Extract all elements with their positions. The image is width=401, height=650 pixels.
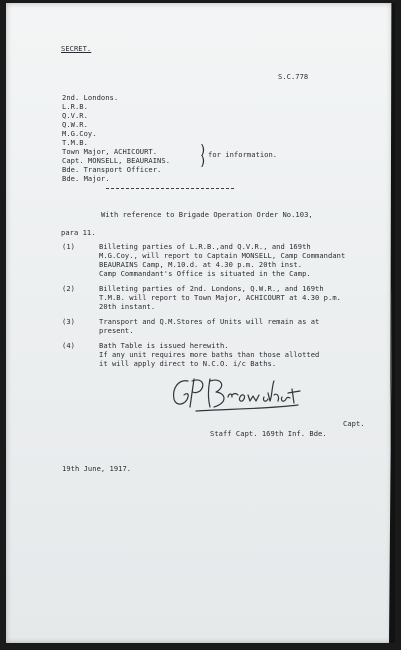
distribution-item: T.M.B. [62, 138, 88, 147]
item-line: M.G.Coy., will report to Captain MONSELL, Camp Commandant [99, 251, 346, 260]
handwritten-signature [166, 371, 306, 415]
brace-mark: ) [199, 143, 207, 158]
item-line: Bath Table is issued herewith. [99, 341, 229, 350]
distribution-item: Capt. MONSELL, BEAURAINS. [62, 156, 171, 165]
item-number: (1) [62, 242, 75, 251]
para-reference: para 11. [61, 228, 96, 237]
distribution-item: Bde. Transport Officer. [62, 165, 162, 174]
intro-line: With reference to Brigade Operation Order No.103, [101, 210, 313, 219]
item-line: Billeting parties of 2nd. Londons, Q.W.R., and 169th [99, 284, 324, 293]
distribution-item: Town Major, ACHICOURT. [62, 147, 158, 156]
distribution-item: M.G.Coy. [62, 129, 97, 138]
distribution-item: Bde. Major. [62, 174, 110, 183]
item-line: Transport and Q.M.Stores of Units will remain as at [99, 317, 320, 326]
item-line: 20th instant. [99, 302, 156, 311]
item-line: it will apply direct to N.C.O. i/c Baths. [99, 359, 277, 368]
distribution-item: Q.W.R. [62, 120, 88, 129]
secret-heading: SECRET. [61, 44, 92, 53]
distribution-item: Q.V.R. [62, 111, 88, 120]
reference-number: S.C.778 [278, 72, 309, 81]
signature-rank: Capt. [343, 419, 365, 428]
distribution-item: 2nd. Londons. [62, 93, 119, 102]
item-line: Billeting parties of L.R.B.,and Q.V.R., and 169th [99, 242, 311, 251]
for-information-note: for information. [208, 150, 278, 159]
brace-mark: ) [199, 154, 207, 169]
distribution-item: L.R.B. [62, 102, 88, 111]
item-line: T.M.B. will report to Town Major, ACHICOURT at 4.30 p.m. [99, 293, 341, 302]
item-line: BEAURAINS Camp, M.10.d. at 4.30 p.m. 20th inst. [99, 260, 303, 269]
item-number: (4) [62, 341, 75, 350]
document-date: 19th June, 1917. [62, 464, 132, 473]
item-line: If any unit requires more baths than those allotted [99, 350, 320, 359]
divider-rule [106, 188, 234, 189]
item-number: (3) [62, 317, 75, 326]
item-line: present. [99, 326, 134, 335]
signature-title: Staff Capt. 169th Inf. Bde. [210, 429, 327, 438]
document-sheet [6, 3, 392, 643]
item-line: Camp Commandant's Office is situated in the Camp. [99, 269, 311, 278]
item-number: (2) [62, 284, 75, 293]
